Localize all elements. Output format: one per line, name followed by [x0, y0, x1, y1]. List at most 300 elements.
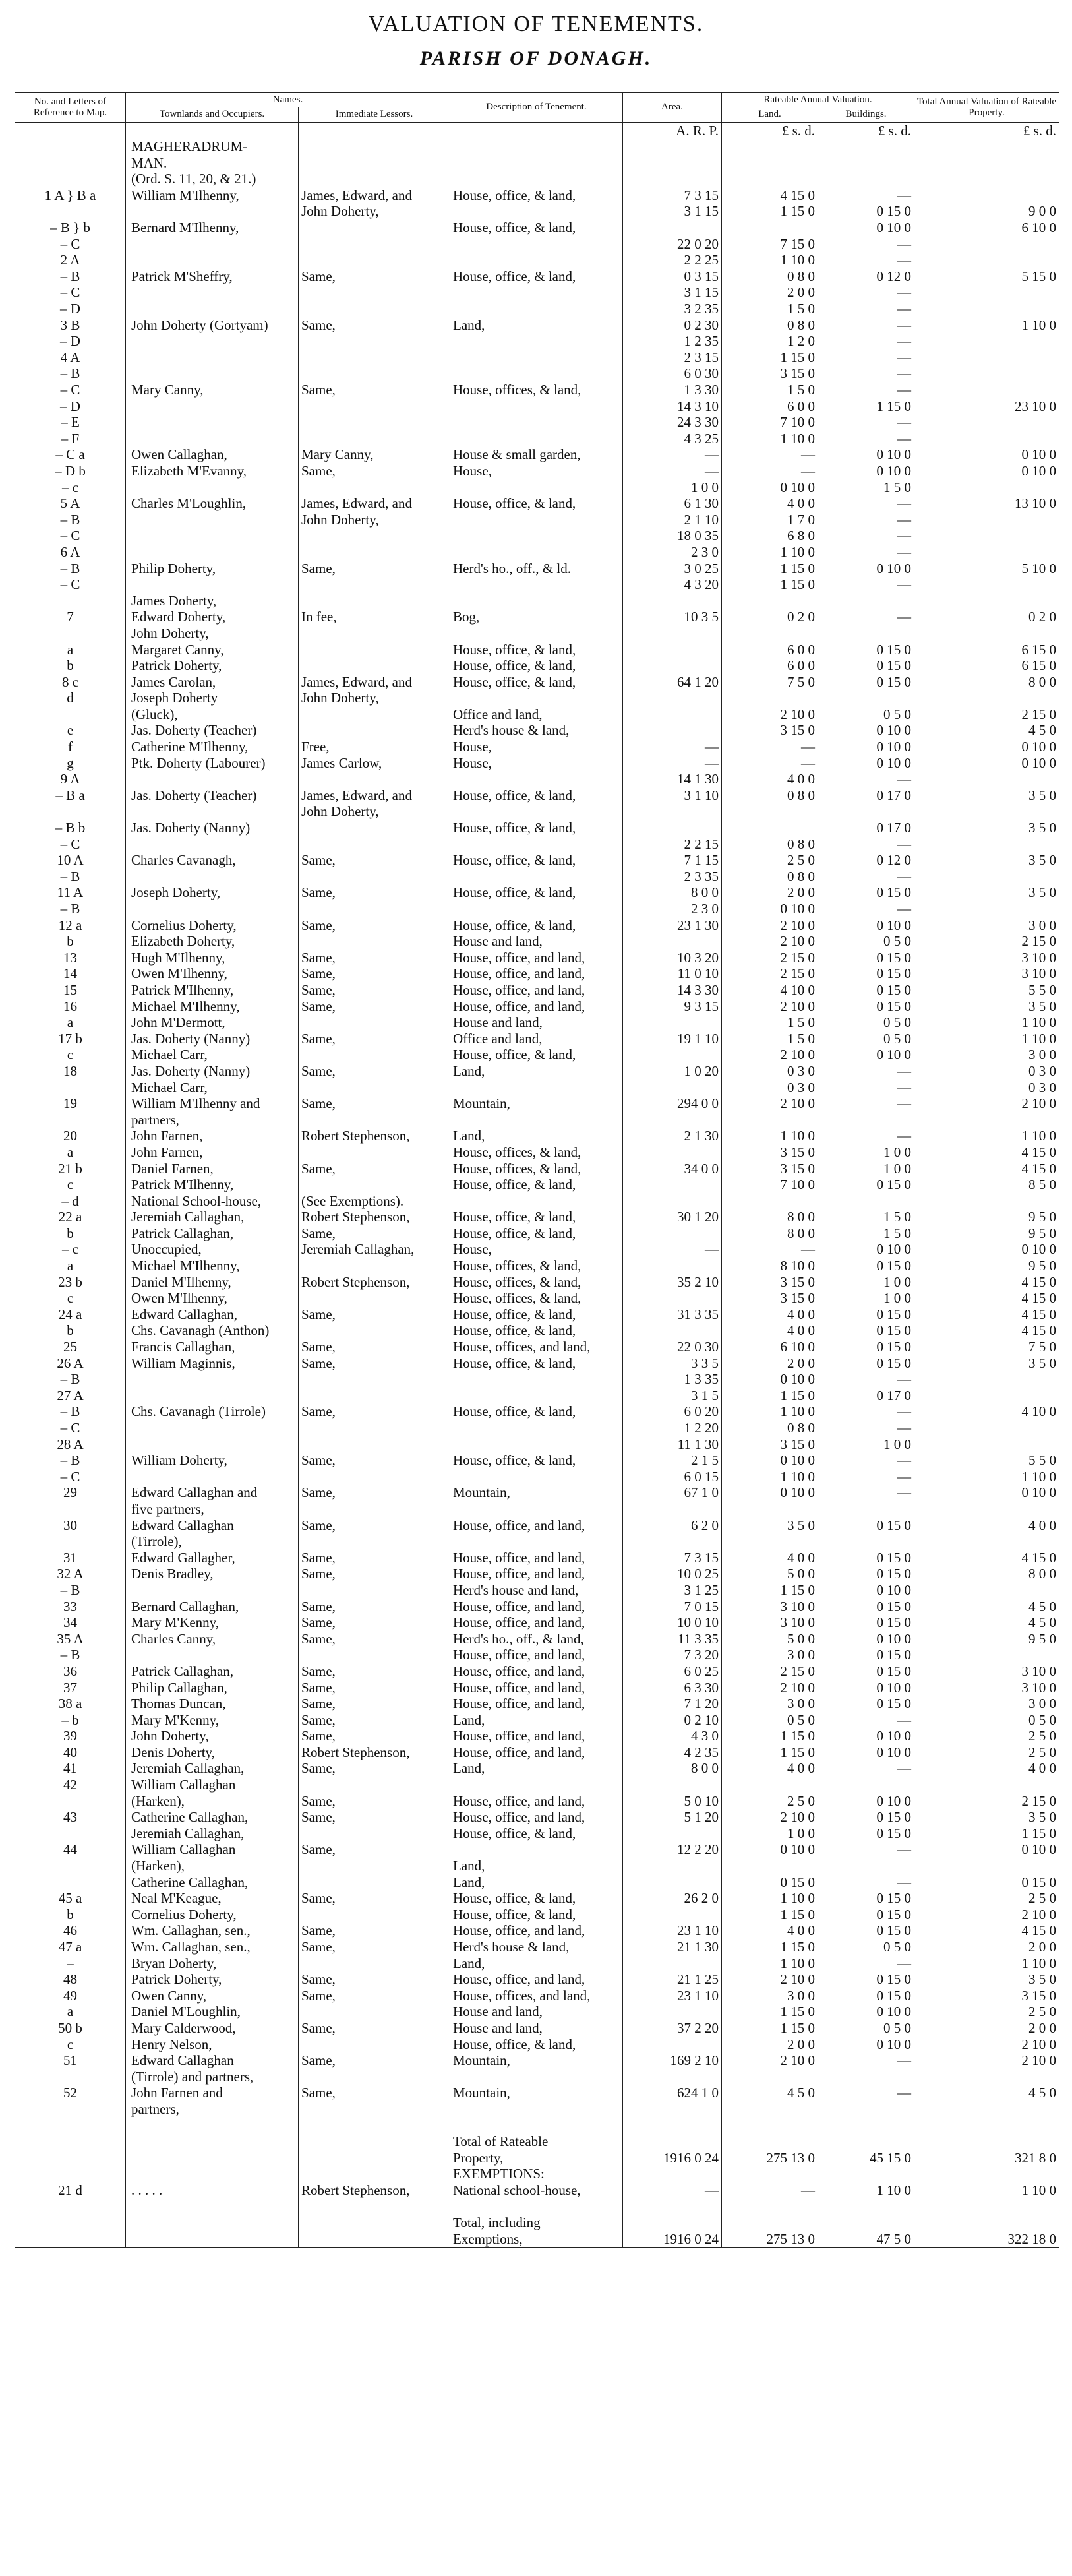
buildings-value-cell: 0 15 0	[818, 1339, 914, 1355]
total-value-cell: 2 5 0	[914, 1728, 1059, 1744]
area-cell	[623, 690, 722, 706]
area-cell	[623, 933, 722, 950]
buildings-value-cell: 0 10 0	[818, 739, 914, 755]
ref-cell: 16	[15, 998, 126, 1015]
area-cell	[623, 155, 722, 171]
lessor-cell	[299, 2199, 450, 2215]
table-row	[15, 284, 1059, 301]
occupier-cell	[126, 252, 299, 268]
occupier-cell: National School-house,	[126, 1193, 299, 1210]
land-value-cell: 1 10 0	[722, 1890, 818, 1907]
lessors-header: Immediate Lessors.	[299, 107, 450, 122]
area-cell: 5 1 20	[623, 1809, 722, 1825]
ref-cell: – d	[15, 1193, 126, 1210]
description-cell: House, offices, & land,	[450, 1274, 623, 1291]
area-cell	[623, 625, 722, 642]
land-value-cell	[722, 690, 818, 706]
area-cell: 3 1 15	[623, 284, 722, 301]
total-value-cell	[914, 593, 1059, 609]
land-value-cell	[722, 1501, 818, 1518]
total-value-cell	[914, 2133, 1059, 2150]
area-cell: 24 3 30	[623, 414, 722, 431]
total-value-cell: 0 10 0	[914, 446, 1059, 463]
land-value-cell: 6 0 0	[722, 642, 818, 658]
occupier-cell: John Farnen and	[126, 2085, 299, 2101]
area-cell: 294 0 0	[623, 1095, 722, 1112]
ref-cell: b	[15, 1907, 126, 1923]
area-cell	[623, 1858, 722, 1874]
total-value-cell	[914, 382, 1059, 398]
land-value-cell: 3 0 0	[722, 1647, 818, 1663]
occupier-cell: Michael Carr,	[126, 1080, 299, 1096]
land-value-cell	[722, 593, 818, 609]
buildings-value-cell: —	[818, 333, 914, 350]
ref-cell: – B	[15, 512, 126, 528]
description-cell: House,	[450, 463, 623, 479]
area-cell	[623, 2004, 722, 2020]
lessor-cell: Robert Stephenson,	[299, 1744, 450, 1761]
land-value-cell: 2 15 0	[722, 950, 818, 966]
ref-cell: 9 A	[15, 771, 126, 787]
buildings-value-cell: —	[818, 1841, 914, 1858]
lessor-cell	[299, 398, 450, 415]
occupier-cell: Bernard M'Ilhenny,	[126, 220, 299, 236]
total-value-cell: 0 3 0	[914, 1063, 1059, 1080]
description-cell: Land,	[450, 1858, 623, 1874]
land-value-cell: 6 10 0	[722, 1339, 818, 1355]
land-value-cell: 3 10 0	[722, 1599, 818, 1615]
description-cell	[450, 171, 623, 187]
ref-cell	[15, 203, 126, 220]
buildings-value-cell: 0 10 0	[818, 1744, 914, 1761]
ref-cell	[15, 2069, 126, 2085]
total-value-cell: 4 15 0	[914, 1306, 1059, 1323]
land-value-cell: 1 10 0	[722, 431, 818, 447]
area-cell	[623, 1225, 722, 1242]
land-value-cell: 2 10 0	[722, 2052, 818, 2069]
table-row	[15, 1663, 1059, 1680]
ref-cell: 40	[15, 1744, 126, 1761]
description-cell	[450, 414, 623, 431]
land-value-cell	[722, 1777, 818, 1793]
description-cell: House, office, and land,	[450, 982, 623, 998]
total-value-cell: 3 5 0	[914, 998, 1059, 1015]
description-cell	[450, 1420, 623, 1436]
occupier-cell: five partners,	[126, 1501, 299, 1518]
total-value-cell: 3 10 0	[914, 1680, 1059, 1696]
land-value-cell: 4 0 0	[722, 495, 818, 512]
area-cell	[623, 2069, 722, 2085]
table-row	[15, 706, 1059, 723]
ref-cell: – B	[15, 268, 126, 285]
total-value-cell: 4 15 0	[914, 1274, 1059, 1291]
lessor-cell: Same,	[299, 1031, 450, 1047]
table-row	[15, 1469, 1059, 1485]
lessor-cell: Same,	[299, 1355, 450, 1372]
description-cell: House, office, & land,	[450, 1825, 623, 1842]
ref-cell: 14	[15, 966, 126, 982]
total-value-cell: 0 10 0	[914, 739, 1059, 755]
buildings-value-cell: 0 15 0	[818, 1322, 914, 1339]
land-value-cell: 4 15 0	[722, 187, 818, 204]
parish-title: PARISH OF DONAGH.	[419, 47, 653, 69]
lessor-cell	[299, 771, 450, 787]
table-row	[15, 690, 1059, 706]
ref-cell: 24 a	[15, 1306, 126, 1323]
description-cell: House, office, and land,	[450, 966, 623, 982]
occupier-cell: Patrick Doherty,	[126, 1971, 299, 1988]
land-value-cell: 4 0 0	[722, 1760, 818, 1777]
occupier-cell: Michael M'Ilhenny,	[126, 998, 299, 1015]
total-value-cell: 0 10 0	[914, 1841, 1059, 1858]
lessor-cell	[299, 1501, 450, 1518]
description-cell: House, office, and land,	[450, 1971, 623, 1988]
lessor-cell: Same,	[299, 917, 450, 934]
description-cell	[450, 155, 623, 171]
total-value-cell: 1 15 0	[914, 1825, 1059, 1842]
buildings-value-cell: 0 12 0	[818, 852, 914, 869]
occupier-cell: Philip Callaghan,	[126, 1680, 299, 1696]
lessor-cell	[299, 706, 450, 723]
area-cell	[623, 1501, 722, 1518]
land-value-cell: 2 15 0	[722, 966, 818, 982]
total-value-cell: 1 10 0	[914, 1955, 1059, 1972]
ref-cell: 46	[15, 1922, 126, 1939]
table-row	[15, 2052, 1059, 2069]
land-value-cell: 2 0 0	[722, 2037, 818, 2053]
area-cell	[623, 820, 722, 836]
table-row	[15, 933, 1059, 950]
area-cell: 5 0 10	[623, 1793, 722, 1810]
area-cell: 3 3 5	[623, 1355, 722, 1372]
area-cell: 10 3 20	[623, 950, 722, 966]
land-value-cell: 3 15 0	[722, 1144, 818, 1161]
ref-cell: b	[15, 1322, 126, 1339]
buildings-value-cell	[818, 803, 914, 820]
buildings-value-cell: 0 5 0	[818, 933, 914, 950]
area-cell: 7 1 20	[623, 1696, 722, 1712]
occupier-cell: Daniel Farnen,	[126, 1161, 299, 1177]
land-value-cell: 3 15 0	[722, 722, 818, 739]
occupier-cell: Wm. Callaghan, sen.,	[126, 1922, 299, 1939]
table-row	[15, 2215, 1059, 2231]
land-value-cell: 5 0 0	[722, 1566, 818, 1582]
total-value-cell	[914, 333, 1059, 350]
description-cell	[450, 901, 623, 917]
occupier-cell: Michael Carr,	[126, 1047, 299, 1063]
area-cell	[623, 1825, 722, 1842]
occupier-cell: Patrick M'Sheffry,	[126, 268, 299, 285]
ref-cell	[15, 2133, 126, 2150]
ref-cell	[15, 1533, 126, 1550]
description-cell: House, offices, & land,	[450, 1161, 623, 1177]
lessor-cell	[299, 171, 450, 187]
buildings-value-cell: 1 10 0	[818, 2182, 914, 2199]
area-cell	[623, 138, 722, 155]
occupier-cell	[126, 2118, 299, 2134]
area-cell: 6 1 30	[623, 495, 722, 512]
ref-cell: 21 b	[15, 1161, 126, 1177]
land-value-cell: 1 5 0	[722, 382, 818, 398]
land-value-cell	[722, 803, 818, 820]
area-cell	[623, 1258, 722, 1274]
area-cell: 2 1 5	[623, 1452, 722, 1469]
total-value-cell	[914, 576, 1059, 593]
area-cell: 3 1 10	[623, 787, 722, 804]
occupier-cell	[126, 1436, 299, 1453]
land-value-cell	[722, 2199, 818, 2215]
buildings-value-cell: 1 0 0	[818, 1144, 914, 1161]
land-value-cell: 2 5 0	[722, 852, 818, 869]
total-value-cell	[914, 1112, 1059, 1128]
lessor-cell: James, Edward, and	[299, 187, 450, 204]
table-row	[15, 187, 1059, 204]
description-cell	[450, 2069, 623, 2085]
table-row	[15, 1696, 1059, 1712]
table-row	[15, 2133, 1059, 2150]
ref-cell: – C	[15, 576, 126, 593]
buildings-value-cell: 0 10 0	[818, 917, 914, 934]
table-row	[15, 155, 1059, 171]
total-value-cell: 0 5 0	[914, 1712, 1059, 1729]
area-header: Area.	[623, 93, 722, 123]
occupier-cell: Joseph Doherty	[126, 690, 299, 706]
table-row	[15, 398, 1059, 415]
description-cell: Mountain,	[450, 1485, 623, 1501]
ref-cell: 43	[15, 1809, 126, 1825]
ref-cell: – c	[15, 1241, 126, 1258]
area-cell	[623, 1322, 722, 1339]
land-value-cell: 4 0 0	[722, 1922, 818, 1939]
area-cell	[623, 1955, 722, 1972]
area-cell: 2 3 0	[623, 544, 722, 561]
land-value-cell: 0 15 0	[722, 1874, 818, 1891]
area-cell: 6 2 0	[623, 1518, 722, 1534]
total-value-cell: 3 0 0	[914, 917, 1059, 934]
ref-cell: e	[15, 722, 126, 739]
land-value-cell: 4 10 0	[722, 982, 818, 998]
table-row	[15, 236, 1059, 253]
ref-cell: 41	[15, 1760, 126, 1777]
table-row	[15, 2020, 1059, 2037]
buildings-value-cell: —	[818, 414, 914, 431]
total-value-cell: 4 5 0	[914, 1599, 1059, 1615]
land-value-cell	[722, 138, 818, 155]
description-cell: Land,	[450, 1874, 623, 1891]
lessor-cell	[299, 1047, 450, 1063]
occupier-cell: Edward Callaghan	[126, 1518, 299, 1534]
description-cell	[450, 2118, 623, 2134]
land-value-cell: 2 10 0	[722, 706, 818, 723]
total-value-cell	[914, 1388, 1059, 1404]
ref-cell: c	[15, 1047, 126, 1063]
description-cell: House, office, and land,	[450, 1663, 623, 1680]
ref-cell: 30	[15, 1518, 126, 1534]
table-row	[15, 852, 1059, 869]
description-cell: Property,	[450, 2150, 623, 2166]
total-value-cell: 2 10 0	[914, 1095, 1059, 1112]
land-value-cell: 3 15 0	[722, 1274, 818, 1291]
occupier-cell: Charles Canny,	[126, 1631, 299, 1647]
buildings-value-cell: 1 0 0	[818, 1290, 914, 1306]
land-value-cell: 3 5 0	[722, 1518, 818, 1534]
table-row	[15, 1225, 1059, 1242]
land-value-cell: 1 10 0	[722, 1128, 818, 1144]
total-value-cell	[914, 187, 1059, 204]
buildings-value-cell: 0 15 0	[818, 950, 914, 966]
land-value-cell: 2 10 0	[722, 1809, 818, 1825]
description-cell: House, office, and land,	[450, 1614, 623, 1631]
total-value-cell: 9 5 0	[914, 1225, 1059, 1242]
description-cell: House,	[450, 739, 623, 755]
land-value-cell: 2 0 0	[722, 1355, 818, 1372]
land-value-cell: 0 10 0	[722, 479, 818, 496]
land-value-cell	[722, 220, 818, 236]
lessor-cell	[299, 658, 450, 674]
lessor-cell: Same,	[299, 561, 450, 577]
table-row	[15, 674, 1059, 690]
table-row	[15, 884, 1059, 901]
occupier-cell: Hugh M'Ilhenny,	[126, 950, 299, 966]
ref-cell: 44	[15, 1841, 126, 1858]
occupier-cell: Elizabeth M'Evanny,	[126, 463, 299, 479]
occupier-cell: Jas. Doherty (Teacher)	[126, 787, 299, 804]
ref-cell: 38 a	[15, 1696, 126, 1712]
ref-cell: – B	[15, 1582, 126, 1599]
lessor-cell: Same,	[299, 2020, 450, 2037]
land-value-cell: 0 8 0	[722, 268, 818, 285]
occupier-cell	[126, 528, 299, 544]
table-row	[15, 1209, 1059, 1225]
buildings-value-cell: 0 5 0	[818, 1031, 914, 1047]
total-value-cell	[914, 155, 1059, 171]
buildings-value-cell: 1 5 0	[818, 1225, 914, 1242]
ref-cell: 21 d	[15, 2182, 126, 2199]
area-cell: 14 3 10	[623, 398, 722, 415]
description-cell: House, office, and land,	[450, 1680, 623, 1696]
lessor-cell	[299, 722, 450, 739]
area-cell: 3 0 25	[623, 561, 722, 577]
occupier-cell: William Callaghan	[126, 1841, 299, 1858]
ref-cell	[15, 171, 126, 187]
occupier-cell: Owen Callaghan,	[126, 446, 299, 463]
table-row	[15, 1566, 1059, 1582]
land-value-cell: 1 15 0	[722, 2020, 818, 2037]
ref-cell: – B } b	[15, 220, 126, 236]
occupier-cell: Patrick Callaghan,	[126, 1225, 299, 1242]
lessor-cell: Same,	[299, 2085, 450, 2101]
description-cell: House, office, and land,	[450, 998, 623, 1015]
occupier-cell	[126, 2166, 299, 2182]
description-cell	[450, 576, 623, 593]
table-row	[15, 1485, 1059, 1501]
table-row	[15, 1744, 1059, 1761]
area-cell: 7 3 20	[623, 1647, 722, 1663]
table-row	[15, 1518, 1059, 1534]
land-value-cell: 1 10 0	[722, 1403, 818, 1420]
land-value-cell: 3 0 0	[722, 1988, 818, 2004]
occupier-cell: Owen M'Ilhenny,	[126, 1290, 299, 1306]
occupier-cell: Daniel M'Loughlin,	[126, 2004, 299, 2020]
table-row	[15, 1988, 1059, 2004]
table-body	[15, 122, 1059, 2248]
area-cell: —	[623, 463, 722, 479]
land-value-cell: 4 0 0	[722, 771, 818, 787]
lessor-cell: Same,	[299, 1452, 450, 1469]
table-row	[15, 2004, 1059, 2020]
table-row	[15, 836, 1059, 853]
buildings-value-cell: —	[818, 544, 914, 561]
buildings-value-cell: 0 15 0	[818, 1518, 914, 1534]
buildings-value-cell: 0 17 0	[818, 820, 914, 836]
occupier-cell	[126, 1647, 299, 1663]
area-cell: 7 0 15	[623, 1599, 722, 1615]
lessor-cell: John Doherty,	[299, 203, 450, 220]
table-row	[15, 203, 1059, 220]
lessor-cell: Same,	[299, 1760, 450, 1777]
buildings-value-cell	[818, 2215, 914, 2231]
land-value-cell: 0 3 0	[722, 1063, 818, 1080]
ref-cell: – C a	[15, 446, 126, 463]
area-cell: 4 3 0	[623, 1728, 722, 1744]
ref-cell: 26 A	[15, 1355, 126, 1372]
total-value-cell: 2 15 0	[914, 1793, 1059, 1810]
area-cell	[623, 1533, 722, 1550]
description-cell	[450, 203, 623, 220]
area-cell	[623, 1080, 722, 1096]
total-value-cell: 2 5 0	[914, 1890, 1059, 1907]
area-cell: 2 3 0	[623, 901, 722, 917]
description-cell: Bog,	[450, 609, 623, 625]
ref-cell	[15, 706, 126, 723]
occupier-cell: Catherine Callaghan,	[126, 1874, 299, 1891]
occupier-cell	[126, 203, 299, 220]
area-cell	[623, 658, 722, 674]
total-value-cell: 3 0 0	[914, 1047, 1059, 1063]
buildings-value-cell: 0 15 0	[818, 1599, 914, 1615]
occupier-cell: John M'Dermott,	[126, 1014, 299, 1031]
occupier-cell	[126, 236, 299, 253]
occupier-cell: Jeremiah Callaghan,	[126, 1825, 299, 1842]
description-cell: House, offices, & land,	[450, 382, 623, 398]
buildings-value-cell: —	[818, 1469, 914, 1485]
lessor-cell	[299, 869, 450, 885]
table-row	[15, 2166, 1059, 2182]
buildings-value-cell: 0 5 0	[818, 1939, 914, 1955]
total-value-cell: 3 5 0	[914, 1971, 1059, 1988]
buildings-value-cell: 0 10 0	[818, 1793, 914, 1810]
ref-cell: – B a	[15, 787, 126, 804]
buildings-value-cell: 0 15 0	[818, 1907, 914, 1923]
lessor-cell: Same,	[299, 1890, 450, 1907]
occupier-cell: William Doherty,	[126, 1452, 299, 1469]
buildings-value-cell	[818, 690, 914, 706]
table-row	[15, 722, 1059, 739]
buildings-value-cell: 1 5 0	[818, 1209, 914, 1225]
buildings-value-cell: —	[818, 836, 914, 853]
ref-cell: – C	[15, 284, 126, 301]
area-cell: 23 1 10	[623, 1988, 722, 2004]
table-row	[15, 561, 1059, 577]
table-row	[15, 2150, 1059, 2166]
occupier-cell: (Harken),	[126, 1858, 299, 1874]
buildings-value-cell: 0 17 0	[818, 787, 914, 804]
ref-cell: – B	[15, 901, 126, 917]
ref-cell: – B	[15, 1403, 126, 1420]
ref-cell: – C	[15, 1469, 126, 1485]
land-value-cell: 2 10 0	[722, 1095, 818, 1112]
area-cell	[623, 803, 722, 820]
